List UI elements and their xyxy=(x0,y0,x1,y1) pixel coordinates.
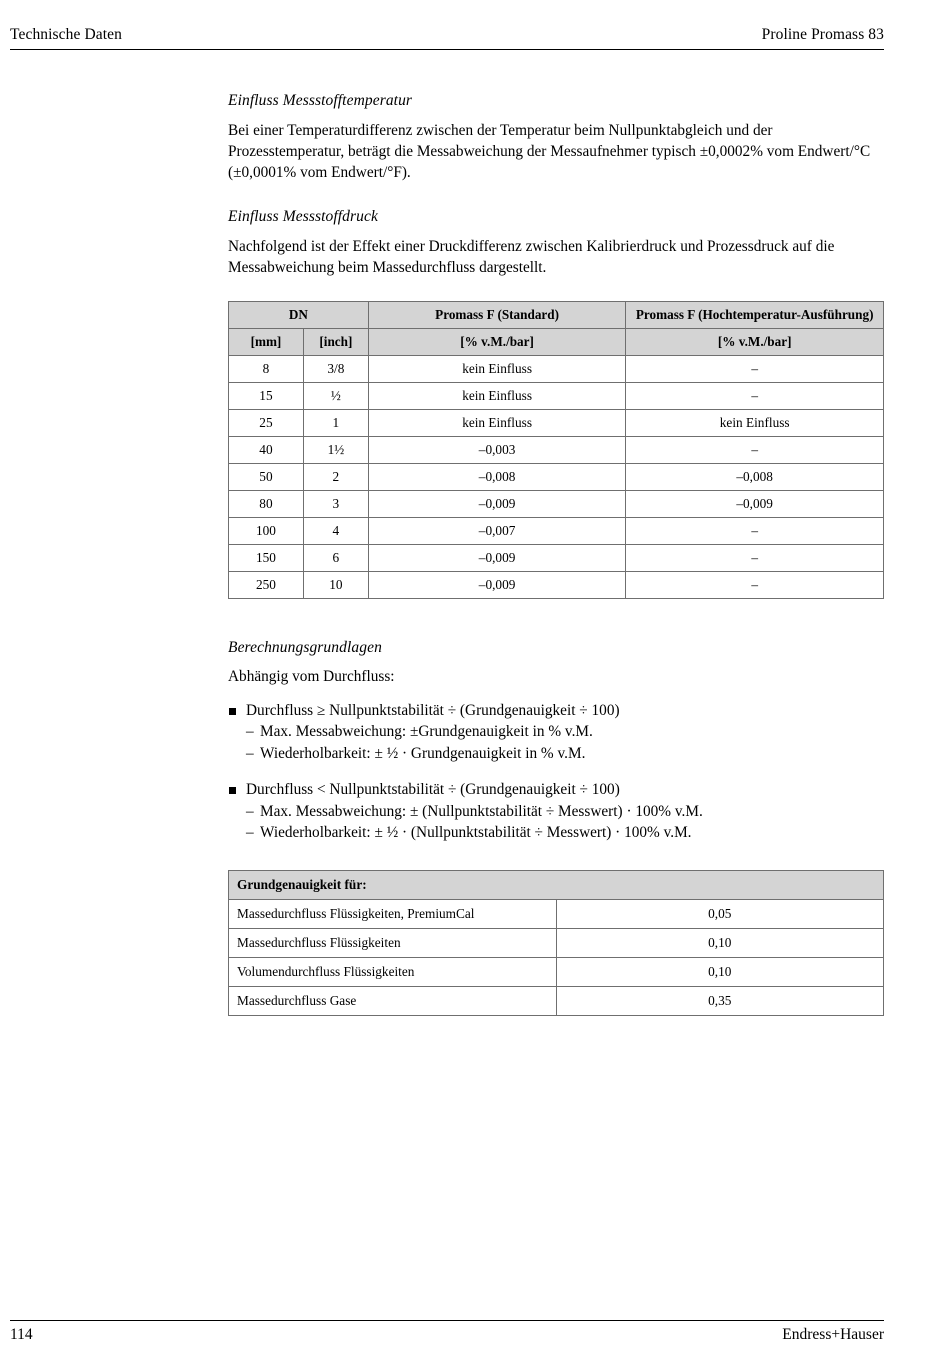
table-header-unit-hochtemperatur: [% v.M./bar] xyxy=(626,328,884,355)
bullet-main-text: Durchfluss ≥ Nullpunktstabilität ÷ (Grundgenauigkeit ÷ 100) xyxy=(228,700,884,722)
cell-accuracy-value: 0,35 xyxy=(556,987,883,1016)
table-row xyxy=(229,490,884,517)
cell-dn-mm: 100 xyxy=(229,517,304,544)
table-header-hochtemperatur: Promass F (Hochtemperatur-Ausführung) xyxy=(626,301,884,328)
cell-dn-mm: 25 xyxy=(229,409,304,436)
calc-bullet-list xyxy=(228,700,884,844)
cell-accuracy-value: 0,05 xyxy=(556,900,883,929)
table-header-row xyxy=(229,871,884,900)
cell-dn-inch: 3 xyxy=(303,490,368,517)
page-header xyxy=(10,26,884,50)
cell-standard: kein Einfluss xyxy=(368,355,626,382)
cell-hochtemperatur: – xyxy=(626,436,884,463)
cell-dn-inch: ½ xyxy=(303,382,368,409)
cell-dn-inch: 1½ xyxy=(303,436,368,463)
page-number: 114 xyxy=(10,1326,33,1343)
section-title-temperature: Einfluss Messstofftemperatur xyxy=(228,92,413,109)
cell-hochtemperatur: – xyxy=(626,571,884,598)
cell-dn-inch: 2 xyxy=(303,463,368,490)
header-product-title: Proline Promass 83 xyxy=(761,26,884,43)
cell-standard: –0,008 xyxy=(368,463,626,490)
table-row xyxy=(229,517,884,544)
table-header-mm: [mm] xyxy=(229,328,304,355)
cell-dn-mm: 80 xyxy=(229,490,304,517)
table-row xyxy=(229,929,884,958)
table-header-unit-standard: [% v.M./bar] xyxy=(368,328,626,355)
cell-dn-inch: 3/8 xyxy=(303,355,368,382)
table-header-dn: DN xyxy=(229,301,369,328)
base-accuracy-table xyxy=(228,870,884,1016)
cell-dn-mm: 8 xyxy=(229,355,304,382)
cell-standard: –0,009 xyxy=(368,490,626,517)
page-footer xyxy=(10,1320,884,1344)
section-paragraph-temperature: Bei einer Temperaturdifferenz zwischen der Temperatur beim Nullpunktabgleich und der Prozesstemperatur, beträgt die Messabweichung der Messaufnehmer typisch ±0,0002% vom Endwert/°C (±0,0001% vom Endwert/°F). xyxy=(228,122,871,181)
table-header-inch: [inch] xyxy=(303,328,368,355)
pressure-influence-table xyxy=(228,301,884,599)
cell-dn-inch: 10 xyxy=(303,571,368,598)
bullet-sub-text: – Wiederholbarkeit: ± ½ · Grundgenauigkeit in % v.M. xyxy=(228,743,884,765)
cell-hochtemperatur: – xyxy=(626,517,884,544)
cell-dn-mm: 40 xyxy=(229,436,304,463)
header-section-title: Technische Daten xyxy=(10,26,122,43)
cell-hochtemperatur: –0,008 xyxy=(626,463,884,490)
table-row xyxy=(229,987,884,1016)
cell-standard: –0,009 xyxy=(368,544,626,571)
cell-hochtemperatur: –0,009 xyxy=(626,490,884,517)
list-item xyxy=(228,779,884,844)
table-row xyxy=(229,958,884,987)
bullet-sub-text: – Max. Messabweichung: ±Grundgenauigkeit in % v.M. xyxy=(228,721,884,743)
cell-accuracy-label: Massedurchfluss Flüssigkeiten xyxy=(229,929,557,958)
cell-accuracy-value: 0,10 xyxy=(556,958,883,987)
table-row xyxy=(229,436,884,463)
calculation-basis-section xyxy=(228,639,884,844)
cell-hochtemperatur: – xyxy=(626,382,884,409)
cell-hochtemperatur: – xyxy=(626,544,884,571)
page-content xyxy=(228,92,884,1016)
cell-accuracy-value: 0,10 xyxy=(556,929,883,958)
table-header-standard: Promass F (Standard) xyxy=(368,301,626,328)
bullet-sub-text: – Wiederholbarkeit: ± ½ · (Nullpunktstabilität ÷ Messwert) · 100% v.M. xyxy=(228,822,884,844)
table-row xyxy=(229,382,884,409)
table-row xyxy=(229,571,884,598)
cell-dn-inch: 1 xyxy=(303,409,368,436)
accuracy-table-header: Grundgenauigkeit für: xyxy=(229,871,884,900)
cell-accuracy-label: Massedurchfluss Gase xyxy=(229,987,557,1016)
cell-accuracy-label: Volumendurchfluss Flüssigkeiten xyxy=(229,958,557,987)
cell-dn-mm: 50 xyxy=(229,463,304,490)
table-row xyxy=(229,409,884,436)
cell-hochtemperatur: – xyxy=(626,355,884,382)
section-paragraph-pressure: Nachfolgend ist der Effekt einer Druckdifferenz zwischen Kalibrierdruck und Prozessdruck auf die Messabweichung beim Massedurchfluss dargestellt. xyxy=(228,237,835,276)
table-row xyxy=(229,900,884,929)
table-header-row-2 xyxy=(229,328,884,355)
cell-dn-mm: 250 xyxy=(229,571,304,598)
cell-standard: kein Einfluss xyxy=(368,382,626,409)
section-title-calc: Berechnungsgrundlagen xyxy=(228,638,382,656)
cell-standard: –0,003 xyxy=(368,436,626,463)
table-row xyxy=(229,544,884,571)
table-row xyxy=(229,463,884,490)
list-item xyxy=(228,700,884,765)
cell-dn-inch: 6 xyxy=(303,544,368,571)
cell-standard: kein Einfluss xyxy=(368,409,626,436)
cell-dn-mm: 150 xyxy=(229,544,304,571)
bullet-sub-text: – Max. Messabweichung: ± (Nullpunktstabilität ÷ Messwert) · 100% v.M. xyxy=(228,801,884,823)
cell-accuracy-label: Massedurchfluss Flüssigkeiten, PremiumCal xyxy=(229,900,557,929)
company-name: Endress+Hauser xyxy=(782,1326,884,1343)
bullet-main-text: Durchfluss < Nullpunktstabilität ÷ (Grundgenauigkeit ÷ 100) xyxy=(228,779,884,801)
table-header-row-1 xyxy=(229,301,884,328)
section-title-pressure: Einfluss Messstoffdruck xyxy=(228,207,378,225)
cell-standard: –0,007 xyxy=(368,517,626,544)
calc-intro-text: Abhängig vom Durchfluss: xyxy=(228,667,395,685)
cell-dn-mm: 15 xyxy=(229,382,304,409)
cell-dn-inch: 4 xyxy=(303,517,368,544)
cell-hochtemperatur: kein Einfluss xyxy=(626,409,884,436)
table-row xyxy=(229,355,884,382)
cell-standard: –0,009 xyxy=(368,571,626,598)
